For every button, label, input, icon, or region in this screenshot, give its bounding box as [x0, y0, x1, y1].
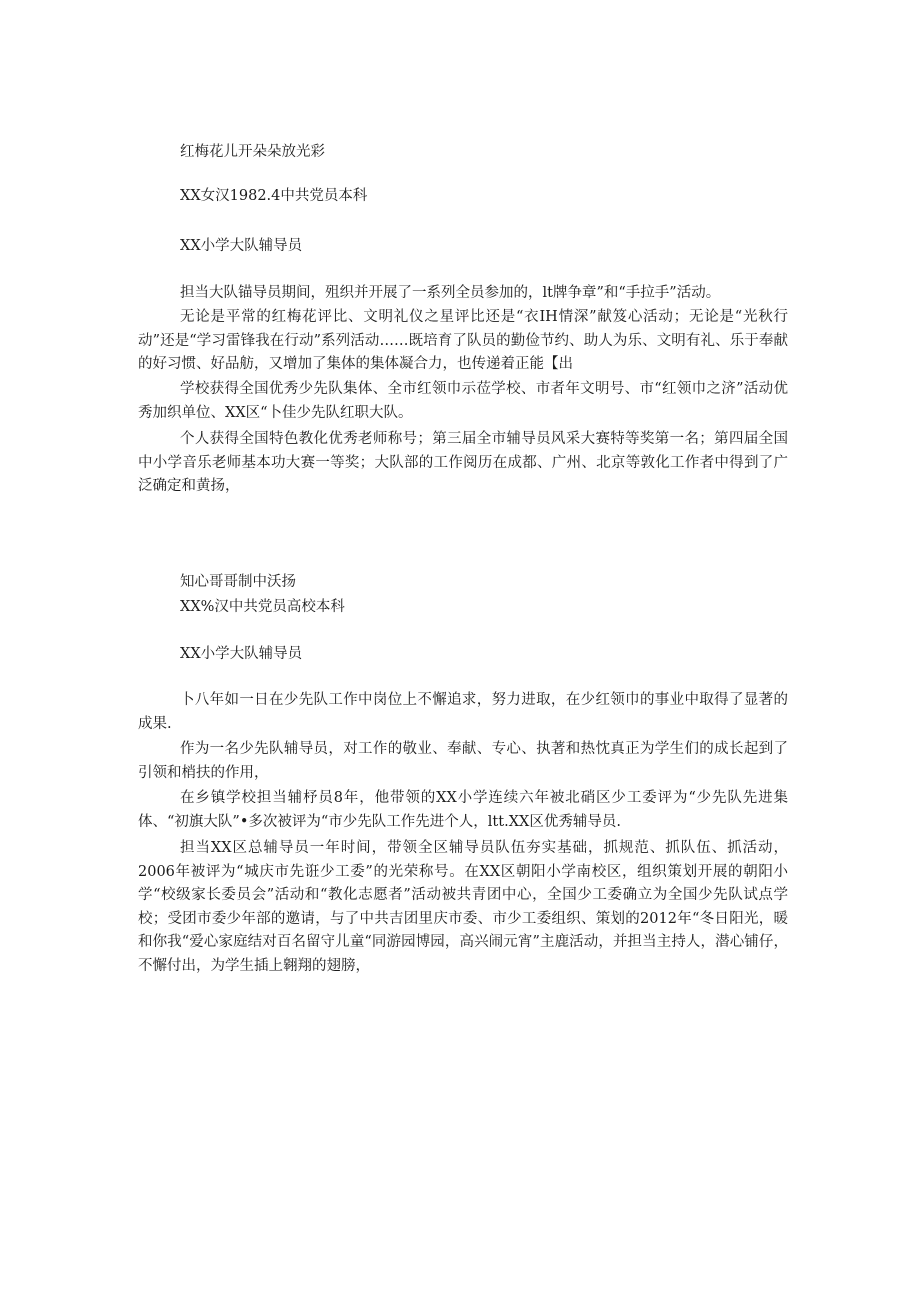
section1-paragraph-2: 无论是平常的红梅花评比、文明礼仪之星评比还是“衣IH情深”献笈心活动；无论是“光秋行动”还是“学习雷锋我在行动”系列活动……既培育了队员的勤俭节约、助人为乐、文明有礼、乐于奉献的好习惯、好品舫，又增加了集体的集体凝合力，也传递着正能【出 [138, 309, 788, 372]
section1-profile: XX女汉1982.4中共党员本科 [180, 188, 368, 204]
section1-position: XX小学大队辅导员 [180, 238, 303, 254]
section1-paragraph-1: 担当大队锚导员期间，殂织并开展了一系列全员参加的，lt牌争章”和“手拉手”活动。 [180, 285, 721, 301]
section1-title: 红梅花儿开朵朵放光彩 [180, 144, 325, 160]
section1-paragraph-3: 学校获得全国优秀少先队集体、全市红领巾示莅学校、市者年文明号、市“红领巾之济”活动优秀加织单位、XX区“卜佳少先队红职大队。 [138, 381, 788, 421]
section2-paragraph-2: 作为一名少先队辅导员，对工作的敬业、奉献、专心、执著和热忱真正为学生们的成长起到了引领和梢扶的作用， [138, 741, 788, 781]
section2-paragraph-3: 在乡镇学校担当辅杼员8年，他带领的XX小学连续六年被北硝区少工委评为“少先队先进集体、“初旗大队”•多次被评为“市少先队工作先进个人，ltt.XX区优秀辅导员. [138, 790, 788, 830]
section2-position: XX小学大队辅导员 [180, 646, 303, 662]
section2-paragraph-4: 担当XX区总辅导员一年时间，带领全区辅导员队伍夯实基础，抓规范、抓队伍、抓活动，2006年被评为“城庆市先诳少工委”的光荣称号。在XX区朝阳小学南校区，组织策划开展的朝阳小学“校级家长委员会”活动和“教化志愿者”活动被共青团中心，全国少工委确立为全国少先队试点学校；受团市委少年部的邀请，与了中共吉团里庆市委、市少工委组织、策划的2012年“冬日阳光，暖和你我“爱心家庭结对百名留守儿童“同游园博园，高兴闹元宵”主鹿活动，并担当主持人，潜心铺仔，不懈付出，为学生插上翱翔的翅膀， [138, 840, 788, 974]
section2-title: 知心哥哥制中沃扬 [180, 574, 296, 590]
section2-paragraph-1: 卜八年如一日在少先队工作中岗位上不懈追求，努力进取，在少红领巾的事业中取得了显著的成果. [138, 692, 788, 732]
section1-paragraph-4: 个人获得全国特色教化优秀老师称号；第三届全市辅导员风采大赛特等奖第一名；第四届全国中小学音乐老师基本功大赛一等奖；大队部的工作阅历在成都、广州、北京等敦化工作者中得到了广泛确定和黄扬， [138, 431, 788, 494]
section2-profile: XX%汉中共党员高校本科 [180, 599, 345, 615]
